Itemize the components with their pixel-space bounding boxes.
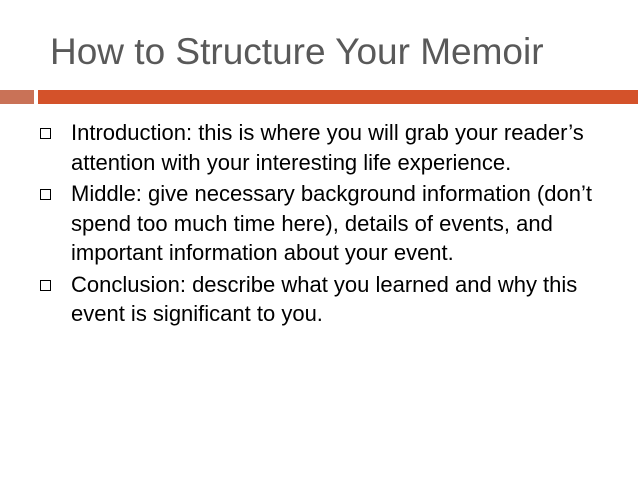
accent-bar [38, 90, 638, 104]
square-bullet-icon [40, 189, 51, 200]
square-bullet-icon [40, 280, 51, 291]
accent-bar-gap [34, 90, 36, 104]
bullet-text: Middle: give necessary background information (don’t spend too much time here), details of events, and important information about your event. [71, 181, 592, 265]
square-bullet-icon [40, 128, 51, 139]
bullet-item-conclusion [40, 270, 600, 329]
bullet-list [40, 118, 600, 331]
bullet-text: Conclusion: describe what you learned and why this event is significant to you. [71, 271, 578, 326]
bullet-text: Introduction: this is where you will grab your reader’s attention with your interesting life experience. [71, 120, 584, 175]
bullet-item-introduction [40, 118, 600, 177]
slide-title: How to Structure Your Memoir [50, 31, 544, 72]
accent-bar-left [0, 90, 34, 104]
bullet-item-middle [40, 179, 600, 268]
